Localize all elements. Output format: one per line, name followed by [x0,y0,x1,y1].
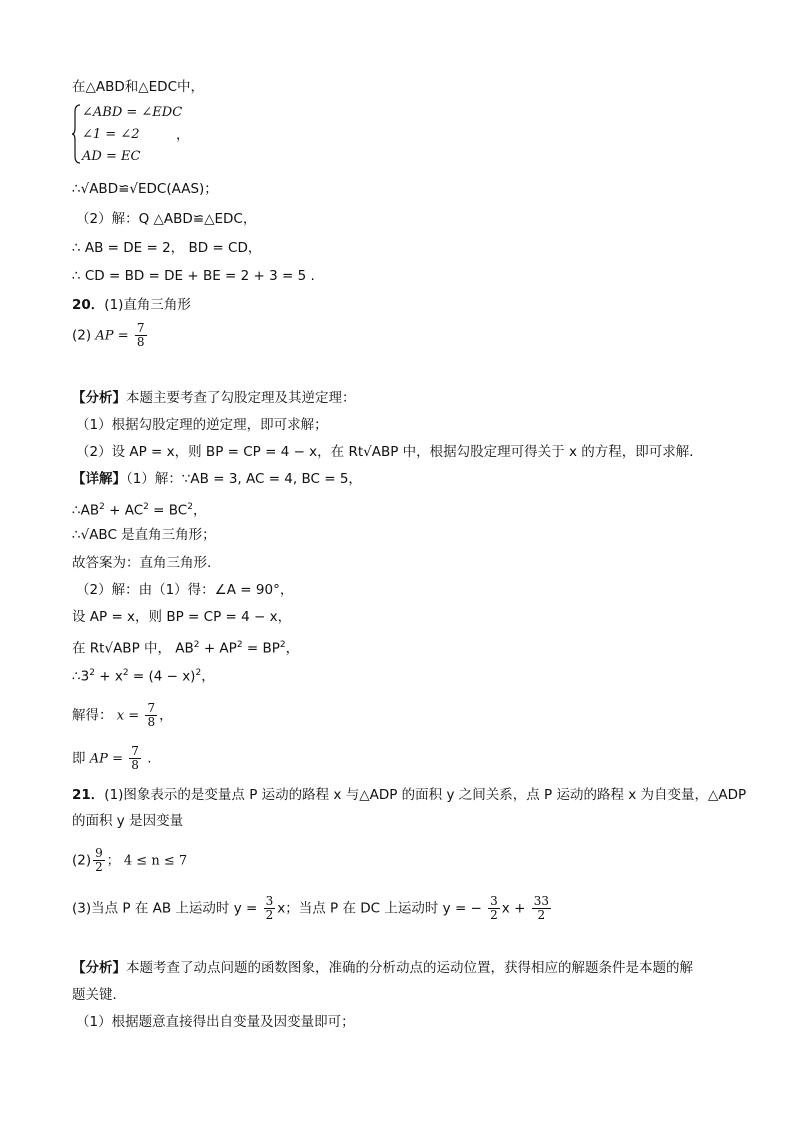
analysis-20-step2: （2）设 AP = x，则 BP = CP = 4 − x，在 Rt√ABP 中，根据勾股定理可得关于 x 的方程，即可求解． [76,444,703,460]
fraction: $\frac{3}{2}$ [265,894,274,922]
analysis-21-heading: 【分析】本题考查了动点问题的函数图象，准确的分析动点的运动位置，获得相应的解题条件是本题的解 [72,960,693,976]
fraction: $\frac{9}{2}$ [95,846,103,874]
line-equalities: ∴ AB = DE = 2， BD = CD， [72,240,262,256]
question-number-20: 20． [72,297,105,313]
answer-21-part3: (3)当点 P 在 AB 上运动时 y = $\frac{3}{2}$ x；当点 P 在 DC 上运动时 y = − $\frac{3}{2}$ x + $\frac{33}{2}$ [72,894,549,922]
detail-20-heading: 【详解】（1）解：∵AB = 3, AC = 4, BC = 5， [72,471,362,487]
fraction: $\frac{7}{8}$ [136,321,145,349]
fraction: $\frac{33}{2}$ [533,894,549,922]
answer-21-part1: 21．(1)图象表示的是变量点 P 运动的路程 x 与△ADP 的面积 y 之间关系，点 P 运动的路程 x 为自变量，△ADP [72,787,747,803]
analysis-tag: 【分析】 [72,390,126,406]
system-eq-2: ∠1 = ∠2 [82,127,140,142]
fraction: $\frac{7}{8}$ [131,744,139,772]
brace-icon [72,104,82,164]
system-eq-1: ∠ABD = ∠EDC [82,105,183,120]
line-part2-start: （2）解：Q △ABD≌△EDC， [76,211,257,227]
detail-20-answer: 故答案为：直角三角形. [72,555,212,571]
analysis-tag: 【分析】 [72,960,126,976]
detail-20-final: 即 AP = $\frac{7}{8}$ . [72,744,152,772]
line-congruence: ∴√ABD≌√EDC(AAS)； [72,181,218,197]
analysis-20-heading: 【分析】本题主要考查了勾股定理及其逆定理： [72,390,356,406]
detail-20-solve: 解得： x = $\frac{7}{8}$ ， [72,701,173,729]
answer-20-part2: (2) AP = $\frac{7}{8}$ [72,321,145,349]
detail-20-rt: 在 Rt√ABP 中， $AB^2 + AP^2 = BP^2$， [72,640,300,657]
analysis-21-cont: 题关键． [72,987,126,1003]
system-eq-3: AD = EC [82,149,141,164]
detail-20-conclusion: ∴√ABC 是直角三角形； [72,527,216,543]
line-triangle-intro: 在△ABD和△EDC中， [72,79,205,95]
detail-tag: 【详解】 [72,471,126,487]
answer-20-part1: 20．(1)直角三角形 [72,297,191,313]
analysis-20-step1: （1）根据勾股定理的逆定理，即可求解； [76,417,328,433]
answer-21-part1-cont: 的面积 y 是因变量 [72,813,184,829]
question-number-21: 21． [72,787,105,803]
detail-20-part2: （2）解：由（1）得：∠A = 90°， [76,582,294,598]
equation-system [82,102,182,168]
fraction: $\frac{3}{2}$ [490,894,498,922]
answer-21-part2: (2) $\frac{9}{2}$ ； 4 ≤ n ≤ 7 [72,846,188,874]
line-cd-result: ∴ CD = BD = DE + BE = 2 + 3 = 5 . [72,268,315,284]
system-comma: ， [176,127,190,143]
fraction: $\frac{7}{8}$ [147,701,156,729]
detail-20-equation: $\therefore 3^2 + x^2 = (4 - x)^2$， [72,668,215,685]
detail-20-let: 设 AP = x，则 BP = CP = 4 − x， [72,609,292,625]
detail-20-pythagoras: $\therefore AB^2 + AC^2 = BC^2$， [72,502,207,519]
analysis-21-step1: （1）根据题意直接得出自变量及因变量即可； [76,1014,355,1030]
